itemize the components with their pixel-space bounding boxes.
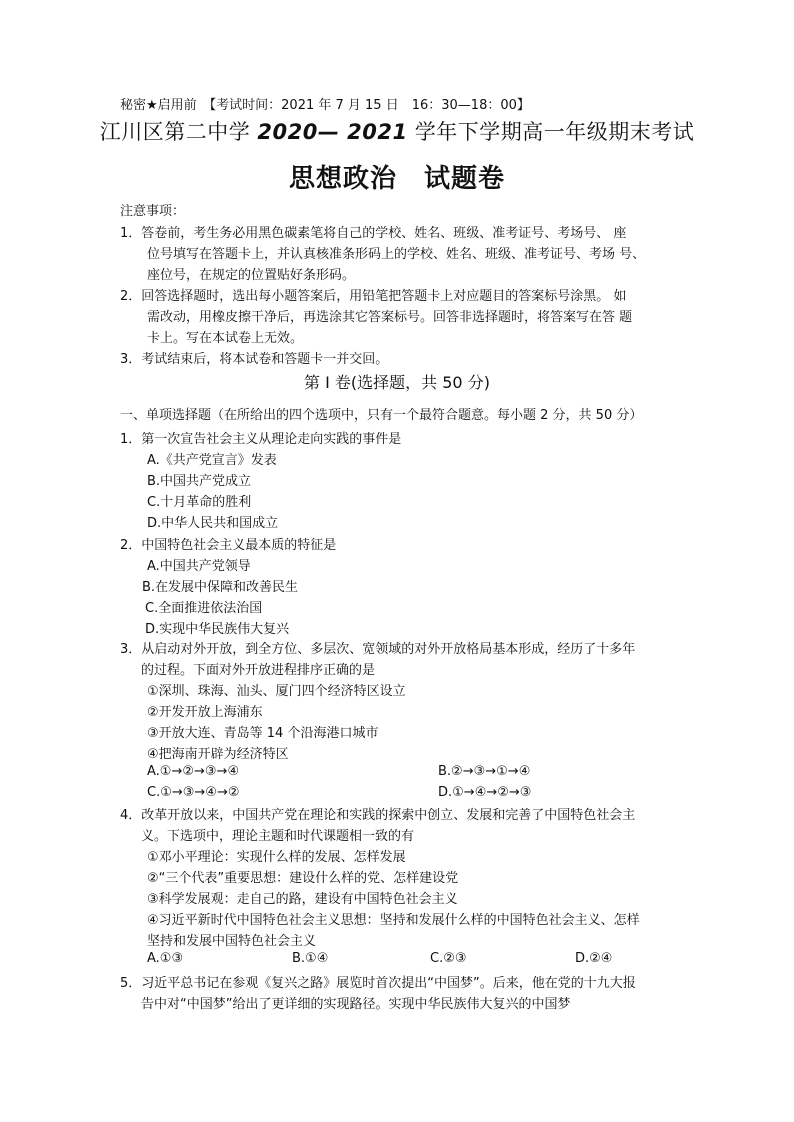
question-4-statement-4-line-2: 坚持和发展中国特色社会主义 bbox=[147, 934, 317, 949]
question-4-option-b: B.①④ bbox=[292, 951, 329, 966]
question-2-option-c: C.全面推进依法治国 bbox=[145, 601, 263, 616]
question-4-statement-1: ①邓小平理论：实现什么样的发展、怎样发展 bbox=[147, 850, 406, 865]
question-2-option-b: B.在发展中保障和改善民生 bbox=[142, 580, 299, 595]
question-2-option-a: A.中国共产党领导 bbox=[147, 559, 251, 574]
notice-item-1-line-1: 1．答卷前，考生务必用黑色碳素笔将自己的学校、姓名、班级、准考证号、考场号、 座 bbox=[120, 226, 627, 241]
question-1-option-b: B.中国共产党成立 bbox=[147, 474, 252, 489]
notice-item-1-line-2: 位号填写在答题卡上，并认真核准条形码上的学校、姓名、班级、准考证号、考场 号、 bbox=[147, 247, 646, 262]
question-4-stem-line-2: 义。下选项中，理论主题和时代课题相一致的有 bbox=[141, 829, 415, 844]
section-instruction: 一、单项选择题（在所给出的四个选项中，只有一个最符合题意。每小题 2 分，共 50 分） bbox=[120, 408, 643, 423]
question-2-stem: 2．中国特色社会主义最本质的特征是 bbox=[120, 538, 337, 553]
question-3-option-a: A.①→②→③→④ bbox=[147, 764, 240, 779]
question-4-option-d: D.②④ bbox=[575, 951, 613, 966]
question-4-statement-2: ②“三个代表”重要思想：建设什么样的党、怎样建设党 bbox=[147, 871, 459, 886]
question-4-stem-line-1: 4．改革开放以来，中国共产党在理论和实践的探索中创立、发展和完善了中国特色社会主 bbox=[120, 808, 636, 823]
notice-item-2-line-3: 卡上。写在本试卷上无效。 bbox=[147, 331, 304, 346]
question-4-option-a: A.①③ bbox=[147, 951, 184, 966]
question-1-option-d: D.中华人民共和国成立 bbox=[147, 516, 279, 531]
question-3-stem-line-1: 3．从启动对外开放，到全方位、多层次、宽领域的对外开放格局基本形成，经历了十多年 bbox=[120, 642, 636, 657]
question-1-stem: 1．第一次宣告社会主义从理论走向实践的事件是 bbox=[120, 432, 402, 447]
question-5-stem-line-1: 5．习近平总书记在参观《复兴之路》展览时首次提出“中国梦”。后来，他在党的十九大报 bbox=[120, 976, 636, 991]
question-5-stem-line-2: 告中对“中国梦”给出了更详细的实现路径。实现中华民族伟大复兴的中国梦 bbox=[141, 997, 571, 1012]
question-3-option-c: C.①→③→④→② bbox=[147, 785, 240, 800]
question-1-option-c: C.十月革命的胜利 bbox=[147, 495, 252, 510]
question-2-option-d: D.实现中华民族伟大复兴 bbox=[145, 622, 290, 637]
question-3-statement-1: ①深圳、珠海、汕头、厦门四个经济特区设立 bbox=[147, 684, 406, 699]
question-3-statement-3: ③开放大连、青岛等 14 个沿海港口城市 bbox=[147, 726, 379, 741]
notice-item-2-line-2: 需改动，用橡皮擦干净后，再选涂其它答案标号。回答非选择题时，将答案写在答 题 bbox=[147, 310, 633, 325]
question-1-option-a: A.《共产党宣言》发表 bbox=[147, 453, 277, 468]
exam-title bbox=[0, 116, 794, 146]
school-year: 2020— 2021 bbox=[257, 120, 408, 144]
notice-item-1-line-3: 座位号，在规定的位置贴好条形码。 bbox=[147, 268, 356, 283]
exam-name: 学年下学期高一年级期末考试 bbox=[414, 120, 695, 144]
question-3-statement-2: ②开发开放上海浦东 bbox=[147, 705, 263, 720]
school-name: 江川区第二中学 bbox=[99, 120, 251, 144]
question-3-option-d: D.①→④→②→③ bbox=[438, 785, 532, 800]
question-4-statement-4-line-1: ④习近平新时代中国特色社会主义思想：坚持和发展什么样的中国特色社会主义、怎样 bbox=[147, 913, 640, 928]
notice-heading: 注意事项： bbox=[120, 204, 186, 219]
subject-title: 思想政治 试题卷 bbox=[288, 164, 505, 194]
question-3-stem-line-2: 的过程。下面对外开放进程排序正确的是 bbox=[141, 663, 376, 678]
question-3-statement-4: ④把海南开辟为经济特区 bbox=[147, 747, 289, 762]
question-4-option-c: C.②③ bbox=[430, 951, 467, 966]
section-title: 第 I 卷(选择题，共 50 分) bbox=[304, 373, 490, 392]
question-4-statement-3: ③科学发展观：走自己的路，建设有中国特色社会主义 bbox=[147, 892, 458, 907]
notice-item-3: 3．考试结束后，将本试卷和答题卡一并交回。 bbox=[120, 352, 389, 367]
confidential-header: 秘密★启用前 【考试时间：2021 年 7 月 15 日 16：30—18：00】 bbox=[120, 98, 530, 113]
question-3-option-b: B.②→③→①→④ bbox=[438, 764, 531, 779]
notice-item-2-line-1: 2．回答选择题时，选出每小题答案后，用铅笔把答题卡上对应题目的答案标号涂黑。 如 bbox=[120, 289, 627, 304]
